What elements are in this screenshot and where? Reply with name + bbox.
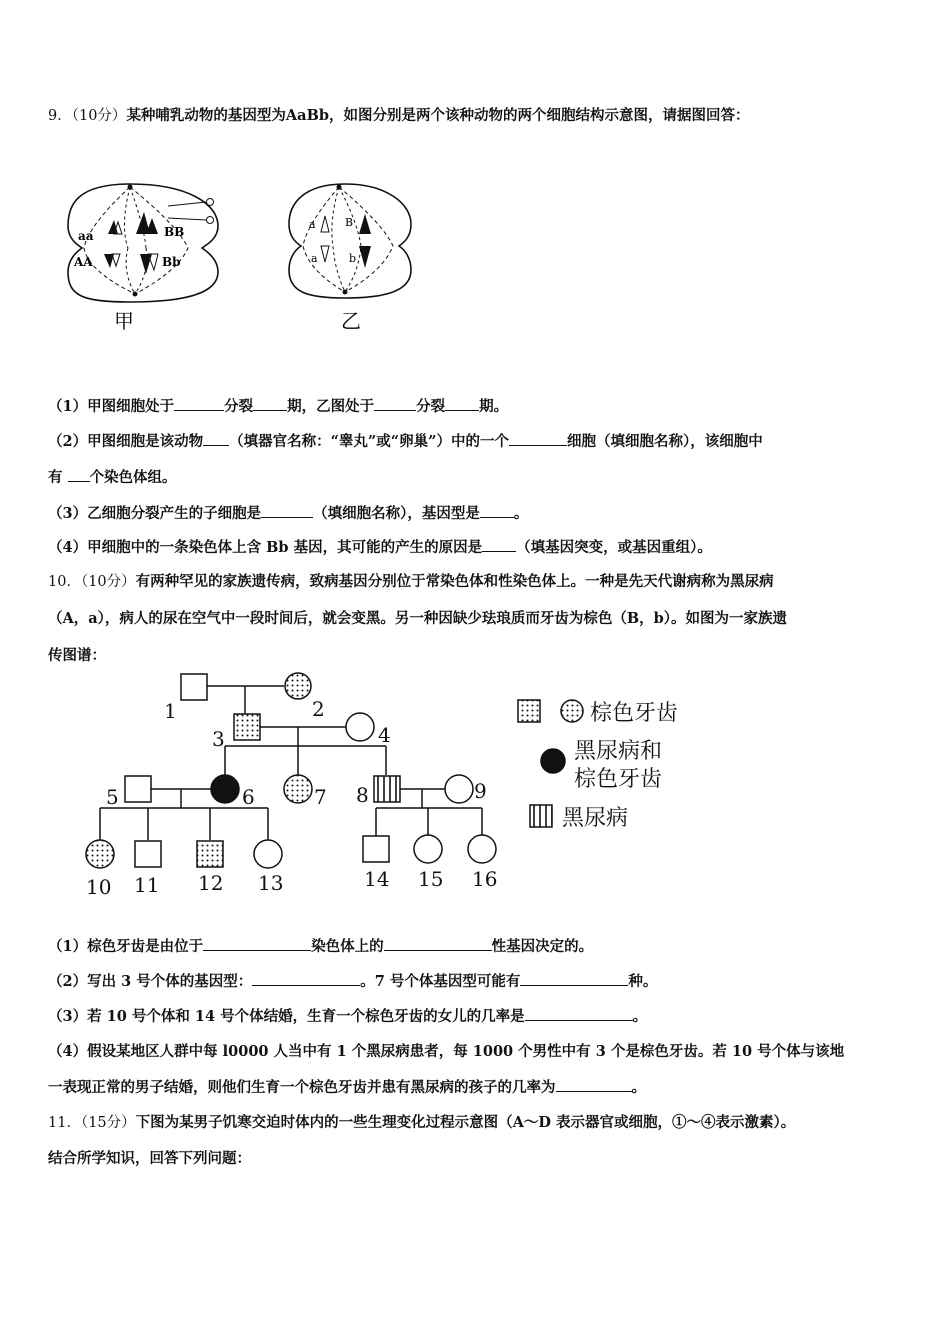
jia-label-BB: BB: [164, 225, 185, 239]
q9-p1-text-a: （1）甲图细胞处于: [48, 398, 175, 415]
pedigree-id-2: 2: [312, 697, 325, 721]
q11-number: 11．: [48, 1115, 81, 1131]
q9-number: 9．: [48, 108, 72, 124]
q9-p3-blank-1[interactable]: [261, 503, 313, 518]
q9-part4: [48, 536, 712, 557]
legend-alkaptonuria: 黑尿病: [562, 806, 629, 831]
q10-stem-text-1: 有两种罕见的家族遗传病，致病基因分别位于常染色体和性染色体上。一种是先天代谢病称为黑尿病: [135, 573, 774, 590]
q9-p1-text-c: 期，乙图处于: [287, 398, 375, 415]
jia-label-aa: aa: [78, 229, 94, 243]
q9-p4-blank-1[interactable]: [482, 537, 516, 552]
q9-score: （10分）: [71, 108, 127, 124]
q10-stem-text-2: （A，a），病人的尿在空气中一段时间后，就会变黑。另一种因缺少珐琅质而牙齿为棕色（B，b）。如图为一家族遗: [48, 610, 788, 627]
jia-label-Bb: Bb: [162, 255, 181, 269]
q10-part2: [48, 970, 657, 991]
q9-part2-line2: [48, 466, 177, 487]
q10-stem-text-3: 传图谱：: [48, 647, 106, 664]
figure-jia-cell: [58, 176, 228, 336]
q9-p2-text-b: （填器官名称：“睾丸”或“卵巢”）中的一个: [229, 433, 509, 450]
q9-p3-blank-2[interactable]: [480, 503, 514, 518]
q11-stem-line2: [48, 1147, 251, 1168]
q9-p2-text-e: 个染色体组。: [89, 469, 177, 486]
figure-yi-cell: [283, 176, 423, 336]
q10-p4-blank-1[interactable]: [556, 1077, 632, 1092]
pedigree-id-14: 14: [364, 867, 390, 891]
q9-part1: [48, 395, 508, 416]
pedigree-id-1: 1: [164, 699, 177, 723]
pedigree-id-9: 9: [474, 779, 487, 803]
q11-stem-line1: [48, 1111, 795, 1132]
pedigree-chart: [70, 668, 730, 904]
q10-p3-text-b: 。: [632, 1008, 648, 1025]
yi-label-a-top: a: [309, 218, 316, 231]
q9-p4-text-a: （4）甲细胞中的一条染色体上含 Bb 基因，其可能的产生的原因是: [48, 539, 483, 556]
q10-number: 10．: [48, 574, 81, 590]
q9-p1-blank-1[interactable]: [174, 396, 224, 411]
yi-label-a-bottom: a: [311, 252, 318, 265]
q9-p1-blank-4[interactable]: [445, 396, 479, 411]
q10-p2-text-b: 。7 号个体基因型可能有: [360, 973, 521, 990]
q9-p4-text-b: （填基因突变，或基因重组）。: [516, 539, 712, 556]
q11-score: （15分）: [80, 1115, 136, 1131]
q9-p1-blank-3[interactable]: [374, 396, 416, 411]
pedigree-id-8: 8: [356, 783, 369, 807]
q9-p1-text-d: 分裂: [416, 398, 446, 415]
q10-p4-text-c: 。: [631, 1079, 646, 1096]
q9-part3: [48, 502, 528, 523]
q10-p1-blank-1[interactable]: [203, 936, 311, 951]
q9-stem-text: 某种哺乳动物的基因型为AaBb，如图分别是两个该种动物的两个细胞结构示意图，请据图回答：: [126, 107, 750, 124]
q10-stem-line1: [48, 570, 774, 591]
q10-part3: [48, 1005, 647, 1026]
q11-stem-text-1: 下图为某男子饥寒交迫时体内的一些生理变化过程示意图（A～D 表示器官或细胞，①～④表示激素）。: [135, 1114, 796, 1131]
pedigree-id-7: 7: [314, 785, 327, 809]
q10-part1: [48, 935, 593, 956]
q10-p2-text-c: 种。: [628, 973, 658, 990]
jia-label-AA: AA: [74, 255, 93, 269]
q9-part2-line1: [48, 430, 763, 451]
pedigree-id-11: 11: [134, 873, 160, 897]
q9-p2-blank-1[interactable]: [203, 431, 229, 446]
q10-p2-text-a: （2）写出 3 号个体的基因型：: [48, 973, 253, 990]
q9-p1-blank-2[interactable]: [253, 396, 287, 411]
legend-both-line1: 黑尿病和: [574, 739, 663, 764]
q9-p3-text-c: 。: [513, 505, 529, 522]
pedigree-id-4: 4: [378, 723, 391, 747]
pedigree-id-12: 12: [198, 871, 224, 895]
q9-p3-text-a: （3）乙细胞分裂产生的子细胞是: [48, 505, 262, 522]
q10-stem-line3: [48, 644, 106, 665]
pedigree-id-16: 16: [472, 867, 498, 891]
legend-brown-teeth: 棕色牙齿: [590, 701, 679, 726]
q9-p2-blank-3[interactable]: [68, 467, 90, 482]
q9-p2-blank-2[interactable]: [509, 431, 567, 446]
pedigree-id-10: 10: [86, 875, 112, 899]
q10-part4-line1: [48, 1040, 844, 1061]
jia-caption: 甲: [114, 309, 134, 333]
q10-p4-text-b: 一表现正常的男子结婚，则他们生育一个棕色牙齿并患有黑尿病的孩子的几率为: [48, 1079, 556, 1096]
yi-label-B: B: [345, 216, 354, 229]
pedigree-id-3: 3: [212, 727, 225, 751]
q9-p1-text-e: 期。: [479, 398, 509, 415]
pedigree-id-6: 6: [242, 785, 255, 809]
q9-p3-text-b: （填细胞名称），基因型是: [313, 505, 480, 522]
q9-stem: [48, 104, 749, 125]
q10-p3-text-a: （3）若 10 号个体和 14 号个体结婚，生育一个棕色牙齿的女儿的几率是: [48, 1008, 525, 1025]
q10-p1-text-a: （1）棕色牙齿是由位于: [48, 938, 204, 955]
q10-p1-blank-2[interactable]: [384, 936, 492, 951]
q10-score: （10分）: [80, 574, 136, 590]
q10-stem-line2: [48, 607, 787, 628]
q10-p1-text-b: 染色体上的: [311, 938, 384, 955]
yi-label-b: b: [349, 252, 357, 265]
q10-p2-blank-2[interactable]: [520, 971, 628, 986]
q10-p3-blank-1[interactable]: [525, 1006, 633, 1021]
pedigree-id-13: 13: [258, 871, 284, 895]
q9-p2-text-d: 有: [48, 469, 68, 486]
q10-part4-line2: [48, 1076, 646, 1097]
q10-p2-blank-1[interactable]: [252, 971, 360, 986]
q9-p1-text-b: 分裂: [224, 398, 254, 415]
q9-p2-text-c: 细胞（填细胞名称），该细胞中: [566, 433, 763, 450]
q10-p4-text-a: （4）假设某地区人群中每 l0000 人当中有 1 个黑尿病患者，每 1000 个男性中有 3 个是棕色牙齿。若 10 号个体与该地: [48, 1043, 845, 1060]
pedigree-id-5: 5: [106, 785, 119, 809]
q9-p2-text-a: （2）甲图细胞是该动物: [48, 433, 204, 450]
legend-both-line2: 棕色牙齿: [574, 767, 663, 792]
pedigree-id-15: 15: [418, 867, 444, 891]
q11-stem-text-2: 结合所学知识，回答下列问题：: [48, 1150, 251, 1167]
yi-caption: 乙: [341, 309, 361, 333]
q10-p1-text-c: 性基因决定的。: [491, 938, 594, 955]
